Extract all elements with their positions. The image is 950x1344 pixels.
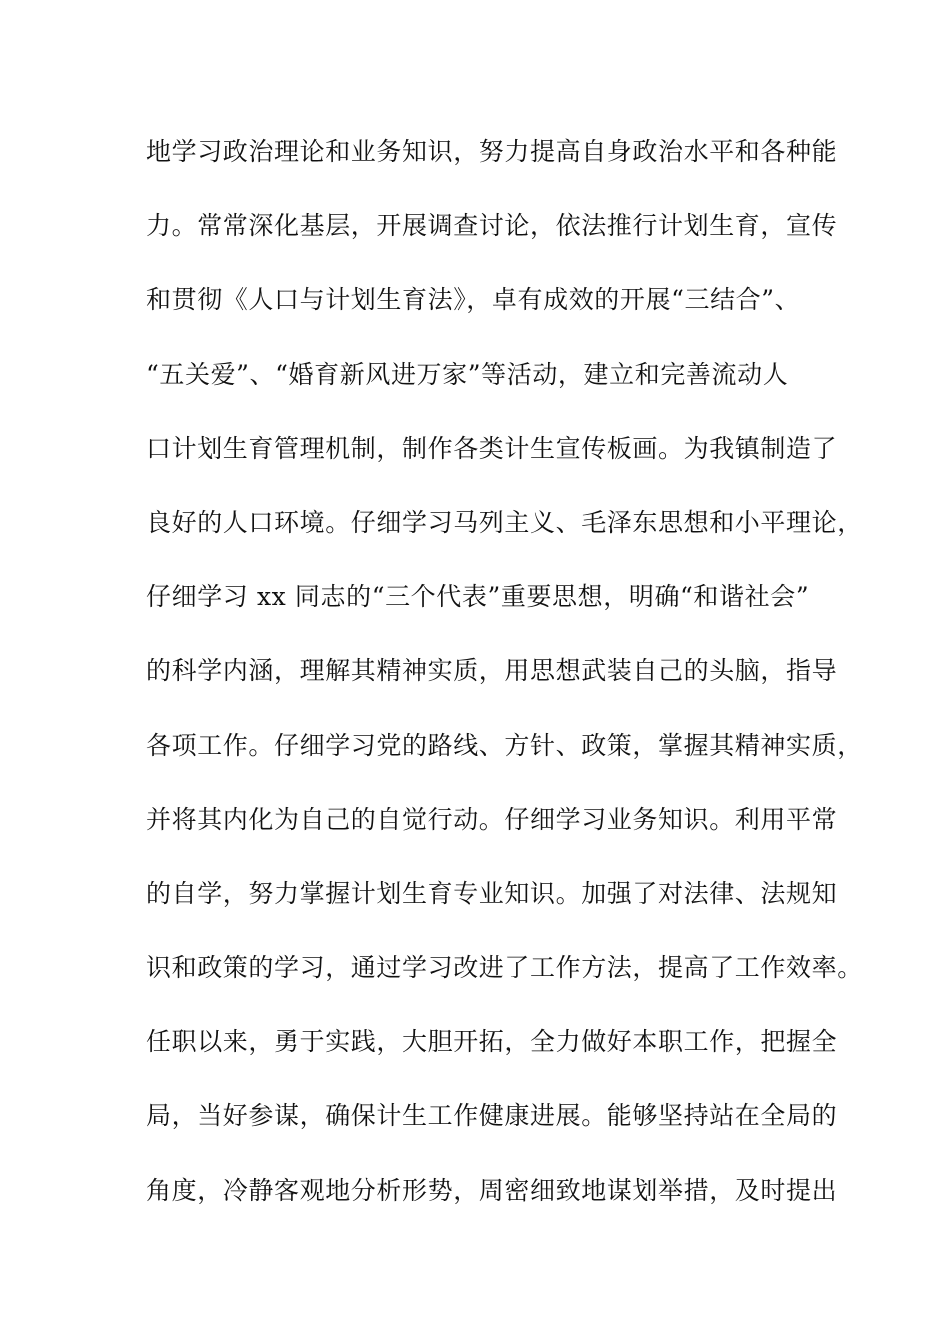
text-line-15: 角度，冷静客观地分析形势，周密细致地谋划举措，及时提出 [146, 1175, 838, 1205]
text-line-3: 和贯彻《人口与计划生育法》，卓有成效的开展“三结合”、 [146, 285, 801, 315]
text-line-8: 的科学内涵，理解其精神实质，用思想武装自己的头脑，指导 [146, 656, 838, 686]
text-line-9: 各项工作。仔细学习党的路线、方针、政策，掌握其精神实质， [146, 730, 863, 760]
text-line-11: 的自学，努力掌握计划生育专业知识。加强了对法律、法规知 [146, 878, 838, 908]
text-line-2: 力。常常深化基层，开展调查讨论，依法推行计划生育，宣传 [146, 211, 838, 241]
text-line-7: 仔细学习 xx 同志的“三个代表”重要思想，明确“和谐社会” [146, 582, 810, 612]
text-line-1: 地学习政治理论和业务知识，努力提高自身政治水平和各种能 [146, 137, 838, 166]
text-line-5: 口计划生育管理机制，制作各类计生宣传板画。为我镇制造了 [146, 433, 838, 463]
text-line-13: 任职以来，勇于实践，大胆开拓，全力做好本职工作，把握全 [146, 1027, 838, 1057]
body-text [146, 131, 863, 1244]
text-line-10: 并将其内化为自己的自觉行动。仔细学习业务知识。利用平常 [146, 804, 838, 834]
text-line-6: 良好的人口环境。仔细学习马列主义、毛泽东思想和小平理论， [146, 507, 863, 537]
text-line-14: 局，当好参谋，确保计生工作健康进展。能够坚持站在全局的 [146, 1101, 838, 1131]
text-line-12: 识和政策的学习，通过学习改进了工作方法，提高了工作效率。 [146, 953, 863, 983]
text-line-4: “五关爱”、“婚育新风进万家”等活动，建立和完善流动人 [146, 359, 789, 389]
